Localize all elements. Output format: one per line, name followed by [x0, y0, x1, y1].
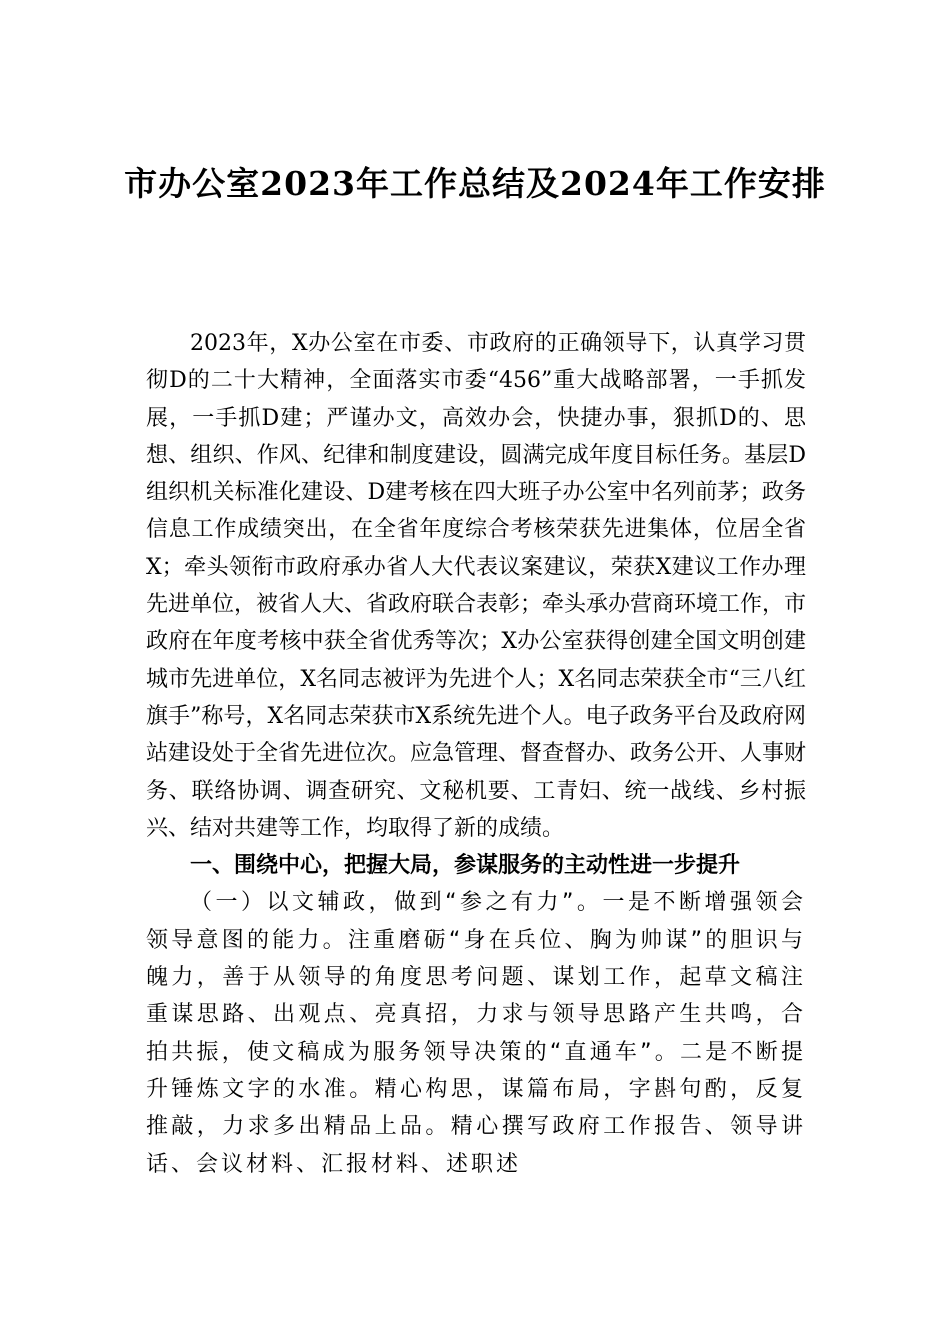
paragraph-intro: 2023年，X办公室在市委、市政府的正确领导下，认真学习贯彻D的二十大精神，全面落实市委“456”重大战略部署，一手抓发展，一手抓D建；严谨办文，高效办会，快捷办事，狠抓D的、思想、组织、作风、纪律和制度建设，圆满完成年度目标任务。基层D组织机关标准化建设、D建考核在四大班子办公室中名列前茅；政务信息工作成绩突出，在全省年度综合考核荣获先进集体，位居全省X；牵头领衔市政府承办省人大代表议案建议，荣获X建议工作办理先进单位，被省人大、省政府联合表彰；牵头承办营商环境工作，市政府在年度考核中获全省优秀等次；X办公室获得创建全国文明创建城市先进单位，X名同志被评为先进个人；X名同志荣获全市“三八红旗手”称号，X名同志荣获市X系统先进个人。电子政务平台及政府网站建设处于全省先进位次。应急管理、督查督办、政务公开、人事财务、联络协调、调查研究、文秘机要、工青妇、统一战线、乡村振兴、结对共建等工作，均取得了新的成绩。: [146, 331, 807, 841]
document-body: [146, 325, 806, 1183]
paragraph-subsection-1: （一）以文辅政，做到“参之有力”。一是不断增强领会领导意图的能力。注重磨砺“身在兵位、胸为帅谋”的胆识与魄力，善于从领导的角度思考问题、谋划工作，起草文稿注重谋思路、出观点、亮真招，力求与领导思路产生共鸣，合拍共振，使文稿成为服务领导决策的“直通车”。二是不断提升锤炼文字的水准。精心构思，谋篇布局，字斟句酌，反复推敲，力求多出精品上品。精心撰写政府工作报告、领导讲话、会议材料、汇报材料、述职述: [146, 890, 806, 1177]
section-heading-1: 一、围绕中心，把握大局，参谋服务的主动性进一步提升: [190, 853, 741, 879]
document-title: 市办公室2023年工作总结及2024年工作安排: [124, 164, 826, 203]
